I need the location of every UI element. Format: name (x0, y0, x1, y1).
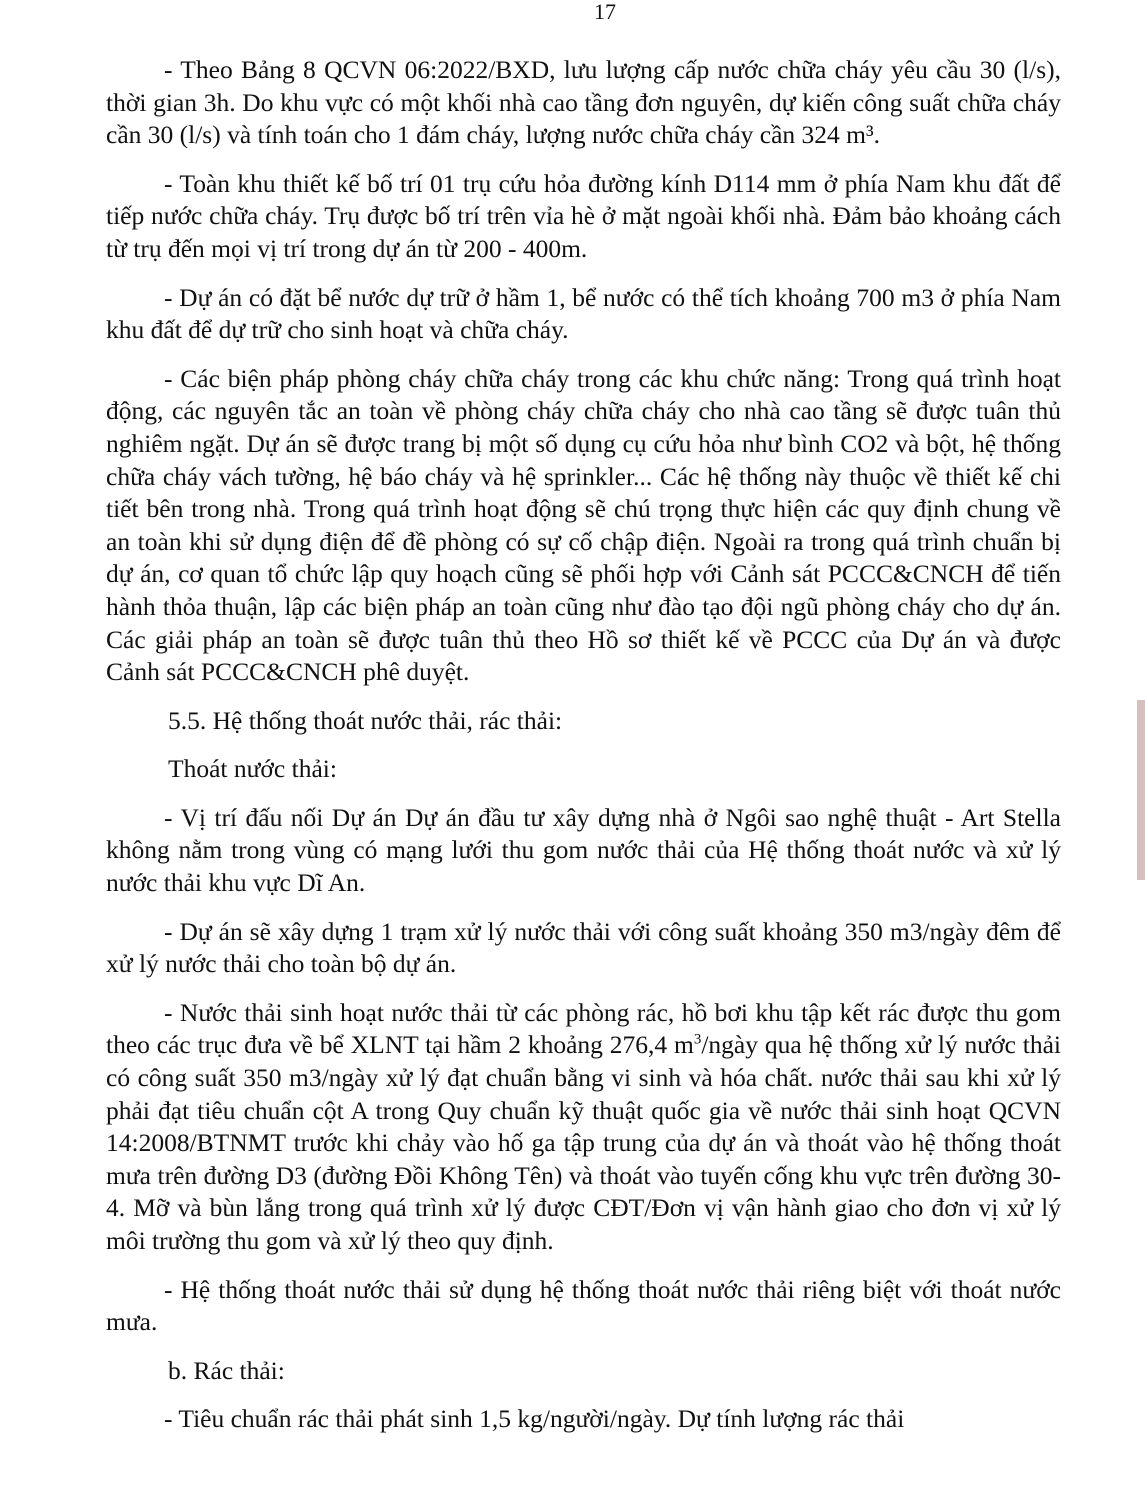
section-heading-drainage: 5.5. Hệ thống thoát nước thải, rác thải: (168, 705, 563, 735)
subheading-solid-waste: b. Rác thải: (168, 1355, 285, 1385)
paragraph-fire-hydrant: - Toàn khu thiết kế bố trí 01 trụ cứu hỏa đường kính D114 mm ở phía Nam khu đất để tiếp nước chữa cháy. Trụ được bố trí trên vỉa hè ở mặt ngoài khối nhà. Đảm bảo khoảng cách từ trụ đến mọi vị trí trong dự án từ 200 - 400m. (106, 168, 1061, 263)
text-segment: /ngày qua hệ thống xử lý nước thải có công suất 350 m3/ngày xử lý đạt chuẩn bằng vi sinh và hóa chất. nước thải sau khi xử lý phải đạt tiêu chuẩn cột A trong Quy chuẩn kỹ thuật quốc gia về nước thải sinh hoạt QCVN 14:2008/BTNMT trước khi chảy vào hố ga tập trung của dự án và thoát vào hệ thống thoát mưa trên đường D3 (đường Đồi Không Tên) và thoát vào tuyến cống khu vực trên đường 30-4. Mỡ và bùn lắng trong quá trình xử lý được CĐT/Đơn vị vận hành giao cho đơn vị xử lý môi trường thu gom và xử lý theo quy định. (106, 1030, 1062, 1255)
paragraph-connection-point: - Vị trí đấu nối Dự án Dự án đầu tư xây dựng nhà ở Ngôi sao nghệ thuật - Art Stella không nằm trong vùng có mạng lưới thu gom nước thải của Hệ thống thoát nước và xử lý nước thải khu vực Dĩ An. (106, 802, 1061, 898)
text-segment: - Nước thải sinh hoạt nước thải từ các phòng rác, hồ bơi khu tập kết rác được thu gom theo các trục đưa về bể XLNT tại hầm 2 khoảng 276,4 m (106, 997, 1061, 1060)
paragraph-water-tank: - Dự án có đặt bể nước dự trữ ở hầm 1, bể nước có thể tích khoảng 700 m3 ở phía Nam khu đất để dự trữ cho sinh hoạt và chữa cháy. (106, 282, 1061, 345)
paragraph-treatment-station: - Dự án sẽ xây dựng 1 trạm xử lý nước thải với công suất khoảng 350 m3/ngày đêm để xử lý nước thải cho toàn bộ dự án. (106, 916, 1061, 979)
page-number: 17 (594, 0, 616, 24)
paragraph-separate-system: - Hệ thống thoát nước thải sử dụng hệ thống thoát nước thải riêng biệt với thoát nước mưa. (106, 1274, 1061, 1337)
superscript: 3 (693, 1031, 702, 1048)
subheading-wastewater: Thoát nước thải: (168, 754, 337, 784)
paragraph-domestic-wastewater (106, 997, 1061, 1258)
paragraph-fire-water-flow: - Theo Bảng 8 QCVN 06:2022/BXD, lưu lượng cấp nước chữa cháy yêu cầu 30 (l/s), thời gian 3h. Do khu vực có một khối nhà cao tầng đơn nguyên, dự kiến công suất chữa cháy cần 30 (l/s) và tính toán cho 1 đám cháy, lượng nước chữa cháy cần 324 m³. (106, 55, 1061, 150)
stamp-bleed-mark (1137, 700, 1145, 880)
document-body (106, 54, 1061, 1452)
paragraph-waste-standard: - Tiêu chuẩn rác thải phát sinh 1,5 kg/người/ngày. Dự tính lượng rác thải (164, 1404, 905, 1434)
paragraph-fire-prevention-measures: - Các biện pháp phòng cháy chữa cháy trong các khu chức năng: Trong quá trình hoạt động, các nguyên tắc an toàn về phòng cháy chữa cháy cho nhà cao tầng sẽ được tuân thủ nghiêm ngặt. Dự án sẽ được trang bị một số dụng cụ cứu hỏa như bình CO2 và bột, hệ thống chữa cháy vách tường, hệ báo cháy và hệ sprinkler... Các hệ thống này thuộc về thiết kế chi tiết bên trong nhà. Trong quá trình hoạt động sẽ chú trọng thực hiện các quy định chung về an toàn khi sử dụng điện để đề phòng có sự cố chập điện. Ngoài ra trong quá trình chuẩn bị dự án, cơ quan tổ chức lập quy hoạch cũng sẽ phối hợp với Cảnh sát PCCC&CNCH để tiến hành thỏa thuận, lập các biện pháp an toàn cũng như đào tạo đội ngũ phòng cháy cho dự án. Các giải pháp an toàn sẽ được tuân thủ theo Hồ sơ thiết kế về PCCC của Dự án và được Cảnh sát PCCC&CNCH phê duyệt. (106, 363, 1061, 687)
